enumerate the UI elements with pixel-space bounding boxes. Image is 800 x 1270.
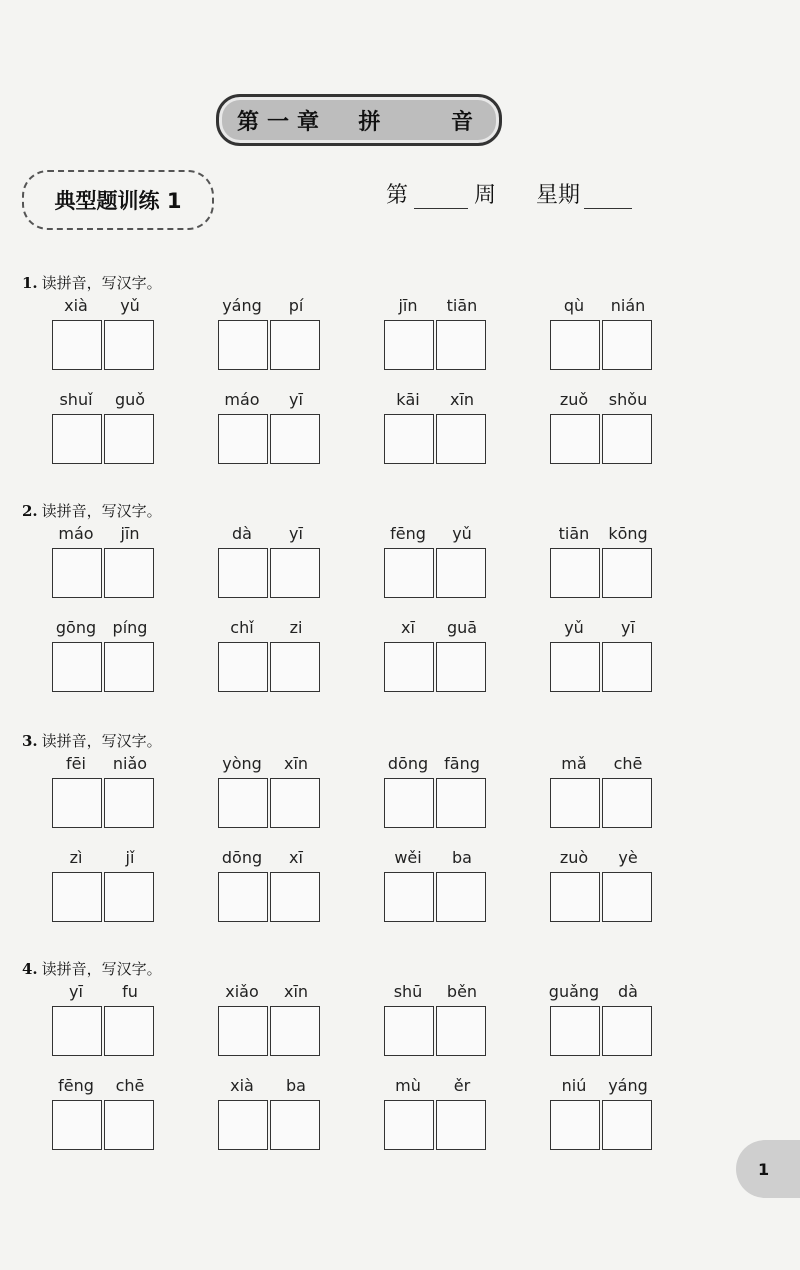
character-writing-box[interactable] xyxy=(52,548,102,598)
character-writing-box[interactable] xyxy=(52,320,102,370)
character-writing-box[interactable] xyxy=(270,778,320,828)
character-writing-box[interactable] xyxy=(602,872,652,922)
question-3-prompt xyxy=(22,730,162,751)
word-item xyxy=(548,524,658,602)
pinyin-label: xīn xyxy=(283,982,309,1001)
question-4-prompt xyxy=(22,958,162,979)
chapter-title-banner xyxy=(216,94,502,146)
character-writing-box[interactable] xyxy=(218,414,268,464)
pinyin-label: xià xyxy=(230,1076,254,1095)
character-writing-box[interactable] xyxy=(550,1006,600,1056)
character-writing-box[interactable] xyxy=(270,1100,320,1150)
character-writing-box[interactable] xyxy=(550,548,600,598)
pinyin-label: yǔ xyxy=(564,618,584,637)
character-writing-box[interactable] xyxy=(436,642,486,692)
pinyin-label: xiǎo xyxy=(225,982,259,1001)
word-item xyxy=(50,754,160,832)
character-writing-box[interactable] xyxy=(218,1100,268,1150)
word-item xyxy=(548,754,658,832)
word-item xyxy=(50,982,160,1060)
pinyin-label: guǎng xyxy=(548,982,600,1001)
pinyin-label: mǎ xyxy=(561,754,587,773)
pinyin-label: fēi xyxy=(66,754,86,773)
character-writing-box[interactable] xyxy=(218,778,268,828)
word-item xyxy=(216,524,326,602)
pinyin-label: yòng xyxy=(222,754,262,773)
character-writing-box[interactable] xyxy=(384,778,434,828)
pinyin-label: yī xyxy=(621,618,635,637)
pinyin-label: jīn xyxy=(398,296,418,315)
character-writing-box[interactable] xyxy=(218,1006,268,1056)
character-writing-box[interactable] xyxy=(550,414,600,464)
word-item xyxy=(50,296,160,374)
character-writing-box[interactable] xyxy=(270,1006,320,1056)
page-number-tab xyxy=(736,1140,800,1198)
character-writing-box[interactable] xyxy=(104,320,154,370)
character-writing-box[interactable] xyxy=(104,642,154,692)
word-item xyxy=(382,524,492,602)
character-writing-box[interactable] xyxy=(52,778,102,828)
character-writing-box[interactable] xyxy=(384,1006,434,1056)
pinyin-label: jīn xyxy=(120,524,140,543)
pinyin-label: xīn xyxy=(449,390,475,409)
pinyin-label: pí xyxy=(288,296,304,315)
word-item xyxy=(548,390,658,468)
character-writing-box[interactable] xyxy=(52,414,102,464)
pinyin-label: shǒu xyxy=(608,390,648,409)
character-writing-box[interactable] xyxy=(384,1100,434,1150)
character-writing-box[interactable] xyxy=(270,548,320,598)
question-number: 4. xyxy=(22,960,38,978)
pinyin-label: píng xyxy=(112,618,148,637)
question-1-prompt xyxy=(22,272,162,293)
pinyin-label: ěr xyxy=(453,1076,471,1095)
character-writing-box[interactable] xyxy=(104,872,154,922)
pinyin-label: xià xyxy=(64,296,88,315)
pinyin-label: qù xyxy=(563,296,585,315)
word-item xyxy=(382,618,492,696)
pinyin-label: běn xyxy=(446,982,478,1001)
word-item xyxy=(216,618,326,696)
word-item xyxy=(50,618,160,696)
pinyin-label: zuò xyxy=(559,848,589,867)
word-item xyxy=(50,524,160,602)
weekday-blank[interactable] xyxy=(584,184,632,209)
pinyin-label: fāng xyxy=(444,754,480,773)
week-number-blank[interactable] xyxy=(414,184,468,209)
character-writing-box[interactable] xyxy=(218,320,268,370)
pinyin-label: nián xyxy=(610,296,646,315)
pinyin-label: mù xyxy=(395,1076,421,1095)
character-writing-box[interactable] xyxy=(550,320,600,370)
character-writing-box[interactable] xyxy=(550,778,600,828)
character-writing-box[interactable] xyxy=(270,642,320,692)
pinyin-label: wěi xyxy=(394,848,422,867)
pinyin-label: dōng xyxy=(387,754,429,773)
character-writing-box[interactable] xyxy=(218,642,268,692)
pinyin-label: zi xyxy=(289,618,303,637)
word-item xyxy=(382,982,492,1060)
pinyin-label: niǎo xyxy=(112,754,148,773)
pinyin-label: yī xyxy=(289,390,303,409)
character-writing-box[interactable] xyxy=(602,414,652,464)
pinyin-label: gōng xyxy=(55,618,97,637)
pinyin-label: guā xyxy=(446,618,478,637)
pinyin-label: xī xyxy=(289,848,303,867)
character-writing-box[interactable] xyxy=(104,778,154,828)
character-writing-box[interactable] xyxy=(104,1006,154,1056)
pinyin-label: yáng xyxy=(608,1076,648,1095)
pinyin-label: fēng xyxy=(390,524,426,543)
word-item xyxy=(382,754,492,832)
character-writing-box[interactable] xyxy=(52,872,102,922)
character-writing-box[interactable] xyxy=(550,872,600,922)
pinyin-label: yī xyxy=(69,982,83,1001)
character-writing-box[interactable] xyxy=(602,778,652,828)
pinyin-label: shū xyxy=(393,982,423,1001)
question-2-prompt xyxy=(22,500,162,521)
pinyin-label: yī xyxy=(289,524,303,543)
pinyin-label: jǐ xyxy=(125,848,135,867)
character-writing-box[interactable] xyxy=(384,548,434,598)
character-writing-box[interactable] xyxy=(550,1100,600,1150)
character-writing-box[interactable] xyxy=(436,548,486,598)
word-item xyxy=(548,848,658,926)
character-writing-box[interactable] xyxy=(436,320,486,370)
week-label-zhou: 周 xyxy=(474,183,497,208)
character-writing-box[interactable] xyxy=(602,642,652,692)
character-writing-box[interactable] xyxy=(218,548,268,598)
pinyin-label: zuǒ xyxy=(559,390,589,409)
character-writing-box[interactable] xyxy=(602,548,652,598)
character-writing-box[interactable] xyxy=(602,1100,652,1150)
pinyin-label: chē xyxy=(115,1076,145,1095)
pinyin-label: shuǐ xyxy=(59,390,93,409)
pinyin-label: dà xyxy=(618,982,638,1001)
week-label-di: 第 xyxy=(386,183,409,208)
section-badge xyxy=(22,170,214,230)
word-item xyxy=(548,296,658,374)
section-title: 典型题训练 1 xyxy=(54,189,182,213)
pinyin-label: guǒ xyxy=(114,390,146,409)
word-item xyxy=(382,848,492,926)
pinyin-label: dōng xyxy=(221,848,263,867)
character-writing-box[interactable] xyxy=(218,872,268,922)
character-writing-box[interactable] xyxy=(104,1100,154,1150)
pinyin-label: máo xyxy=(58,524,94,543)
word-item xyxy=(382,1076,492,1154)
pinyin-label: ba xyxy=(452,848,472,867)
pinyin-label: yǔ xyxy=(120,296,140,315)
pinyin-label: yǔ xyxy=(452,524,472,543)
question-instruction: 读拼音，写汉字。 xyxy=(41,502,162,520)
pinyin-label: ba xyxy=(286,1076,306,1095)
weekday-label: 星期 xyxy=(536,183,581,208)
pinyin-label: xī xyxy=(401,618,415,637)
character-writing-box[interactable] xyxy=(436,414,486,464)
pinyin-label: máo xyxy=(224,390,260,409)
pinyin-label: yè xyxy=(618,848,638,867)
character-writing-box[interactable] xyxy=(384,320,434,370)
character-writing-box[interactable] xyxy=(270,320,320,370)
pinyin-label: yáng xyxy=(222,296,262,315)
pinyin-label: zì xyxy=(69,848,83,867)
word-item xyxy=(382,390,492,468)
week-day-line xyxy=(386,178,632,209)
pinyin-label: fēng xyxy=(58,1076,94,1095)
pinyin-label: fu xyxy=(122,982,138,1001)
question-instruction: 读拼音，写汉字。 xyxy=(41,960,162,978)
word-item xyxy=(216,754,326,832)
pinyin-label: niú xyxy=(561,1076,587,1095)
character-writing-box[interactable] xyxy=(436,1100,486,1150)
pinyin-label: tiān xyxy=(558,524,590,543)
word-item xyxy=(548,1076,658,1154)
question-number: 3. xyxy=(22,732,38,750)
character-writing-box[interactable] xyxy=(52,1100,102,1150)
character-writing-box[interactable] xyxy=(270,414,320,464)
page-number: 1 xyxy=(758,1159,770,1179)
pinyin-label: tiān xyxy=(446,296,478,315)
character-writing-box[interactable] xyxy=(384,414,434,464)
word-item xyxy=(382,296,492,374)
character-writing-box[interactable] xyxy=(550,642,600,692)
word-item xyxy=(216,848,326,926)
character-writing-box[interactable] xyxy=(436,1006,486,1056)
character-writing-box[interactable] xyxy=(270,872,320,922)
pinyin-label: chǐ xyxy=(230,618,254,637)
character-writing-box[interactable] xyxy=(384,872,434,922)
pinyin-label: kāi xyxy=(396,390,420,409)
question-instruction: 读拼音，写汉字。 xyxy=(41,274,162,292)
character-writing-box[interactable] xyxy=(104,548,154,598)
word-item xyxy=(216,296,326,374)
word-item xyxy=(50,390,160,468)
pinyin-label: xīn xyxy=(283,754,309,773)
question-instruction: 读拼音，写汉字。 xyxy=(41,732,162,750)
character-writing-box[interactable] xyxy=(436,778,486,828)
character-writing-box[interactable] xyxy=(436,872,486,922)
word-item xyxy=(216,390,326,468)
pinyin-label: chē xyxy=(613,754,643,773)
pinyin-label: kōng xyxy=(608,524,648,543)
character-writing-box[interactable] xyxy=(384,642,434,692)
character-writing-box[interactable] xyxy=(602,320,652,370)
word-item xyxy=(50,1076,160,1154)
character-writing-box[interactable] xyxy=(52,1006,102,1056)
character-writing-box[interactable] xyxy=(104,414,154,464)
word-item xyxy=(216,982,326,1060)
character-writing-box[interactable] xyxy=(52,642,102,692)
word-item xyxy=(50,848,160,926)
word-item xyxy=(216,1076,326,1154)
word-item xyxy=(548,982,658,1060)
question-number: 1. xyxy=(22,274,38,292)
chapter-title: 第一章 拼 音 xyxy=(237,108,481,135)
question-number: 2. xyxy=(22,502,38,520)
character-writing-box[interactable] xyxy=(602,1006,652,1056)
word-item xyxy=(548,618,658,696)
pinyin-label: dà xyxy=(232,524,252,543)
